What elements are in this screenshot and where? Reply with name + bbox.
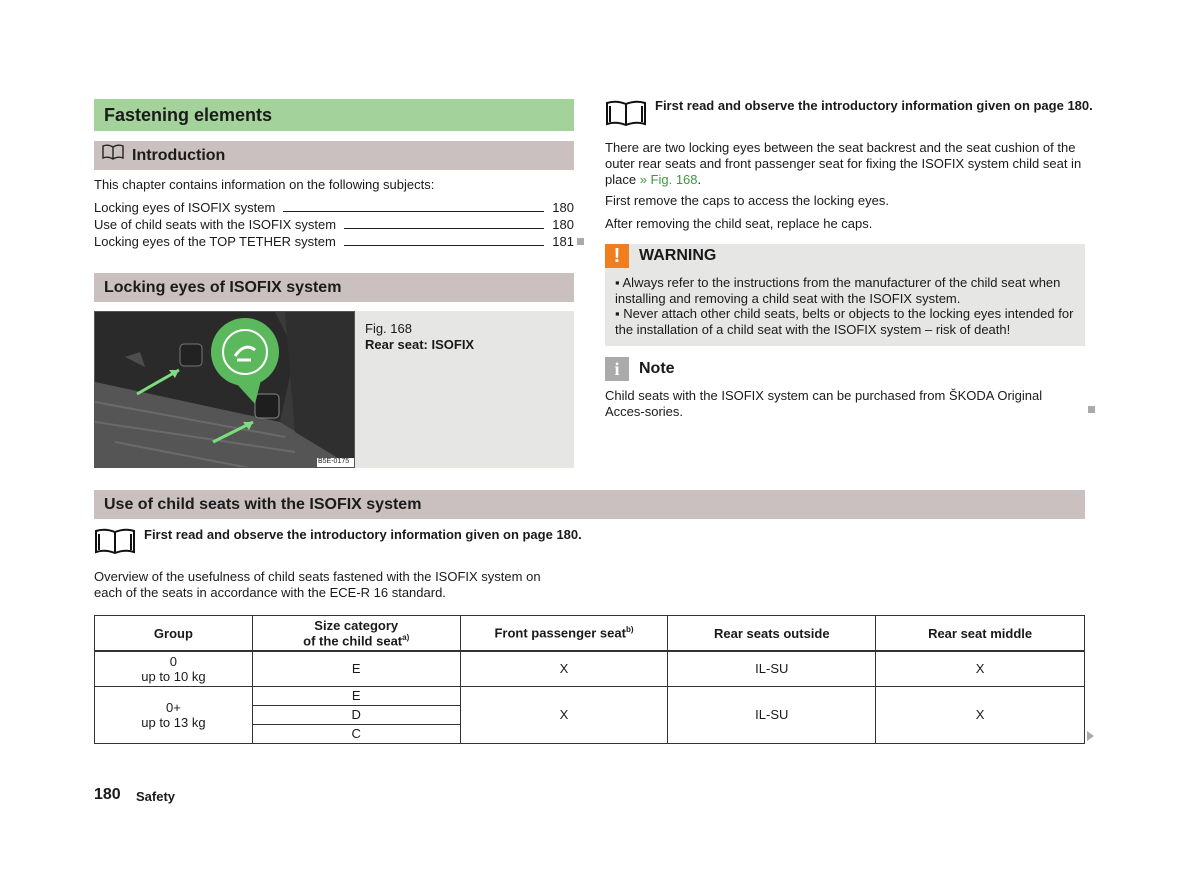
intro-header	[94, 141, 574, 170]
locking-eyes-paragraph	[605, 140, 1085, 188]
end-marker	[1088, 406, 1095, 413]
cell-size: C	[252, 724, 460, 743]
figure-caption-text: Rear seat: ISOFIX	[365, 337, 475, 352]
toc-leader	[344, 234, 544, 246]
warning-title: WARNING	[639, 247, 717, 264]
header-front-label: Front passenger seat	[494, 625, 626, 641]
footnote-b: b)	[625, 625, 634, 635]
read-first-note: First read and observe the introductory information given on page 180.	[655, 98, 1093, 113]
section-title-text: Fastening elements	[104, 105, 273, 125]
header-front-passenger	[460, 616, 668, 652]
toc-item[interactable]	[94, 217, 574, 233]
toc-label: Locking eyes of the TOP TETHER system	[94, 234, 336, 249]
group-weight: up to 13 kg	[141, 714, 206, 730]
footnote-a: a)	[402, 632, 410, 642]
header-size-line1: Size category	[314, 617, 399, 633]
cell-size: D	[252, 705, 460, 724]
toc-item[interactable]	[94, 200, 574, 216]
figure-link[interactable]: » Fig. 168	[639, 172, 698, 187]
header-size-line2: of the child seat	[303, 633, 403, 649]
caps-paragraph: First remove the caps to access the locking eyes.	[605, 193, 889, 208]
warning-item: ▪ Never attach other child seats, belts or objects to the locking eyes intended for the installation of a child seat with the ISOFIX system – risk of death!	[615, 306, 1074, 337]
cell-front: X	[460, 686, 668, 743]
group-value: 0	[169, 653, 178, 669]
replace-caps-paragraph: After removing the child seat, replace he caps.	[605, 216, 873, 231]
exclamation-icon: !	[605, 244, 629, 268]
cell-outside: IL-SU	[668, 686, 876, 743]
note-text: Child seats with the ISOFIX system can be purchased from ŠKODA Original Acces-sories.	[605, 388, 1043, 419]
toc-label: Locking eyes of ISOFIX system	[94, 200, 276, 215]
header-rear-middle: Rear seat middle	[876, 616, 1085, 652]
overview-text: Overview of the usefulness of child seats fastened with the ISOFIX system on each of the seats in accordance with the ECE-R 16 standard.	[94, 569, 541, 600]
cell-front: X	[460, 651, 668, 686]
chapter-name: Safety	[136, 789, 176, 804]
cell-group	[95, 651, 253, 686]
group-weight: up to 10 kg	[141, 668, 206, 684]
cell-group	[95, 686, 253, 743]
header-rear-outside: Rear seats outside	[668, 616, 876, 652]
locking-eyes-title: Locking eyes of ISOFIX system	[104, 279, 342, 296]
table-header-row	[95, 616, 1085, 652]
use-child-seats-header	[94, 490, 1085, 519]
header-group: Group	[95, 616, 253, 652]
open-book-icon	[94, 528, 136, 555]
intro-title: Introduction	[132, 147, 226, 164]
toc-page: 181	[552, 234, 574, 249]
figure-caption-number: Fig. 168	[365, 321, 412, 336]
cell-outside: IL-SU	[668, 651, 876, 686]
section-title-fastening	[94, 99, 574, 131]
table-row	[95, 686, 1085, 705]
toc-leader	[283, 200, 544, 212]
figure-code: B5E-0175	[318, 458, 350, 465]
info-icon: i	[605, 357, 629, 381]
toc-item[interactable]	[94, 234, 574, 250]
note-title: Note	[639, 360, 675, 377]
toc-label: Use of child seats with the ISOFIX system	[94, 217, 337, 232]
cell-size: E	[252, 651, 460, 686]
cell-size: E	[252, 686, 460, 705]
warning-item-text: Always refer to the instructions from the manufacturer of the child seat when installing and removing a child seat with the ISOFIX system.	[615, 275, 1061, 306]
warning-item-text: Never attach other child seats, belts or objects to the locking eyes intended for the installation of a child seat with the ISOFIX system – risk of death!	[615, 306, 1074, 337]
warning-item: ▪ Always refer to the instructions from the manufacturer of the child seat when installing and removing a child seat with the ISOFIX system.	[615, 275, 1061, 306]
header-size-category	[252, 616, 460, 652]
locking-eyes-header	[94, 273, 574, 302]
read-first-note: First read and observe the introductory information given on page 180.	[144, 527, 582, 542]
toc-page: 180	[552, 200, 574, 215]
end-marker	[577, 238, 584, 245]
paragraph-end: .	[697, 172, 702, 187]
open-book-icon	[605, 100, 647, 127]
toc-leader	[344, 217, 544, 229]
use-child-seats-title: Use of child seats with the ISOFIX system	[104, 496, 422, 513]
figure-isofix-image	[94, 311, 355, 468]
paragraph-text: There are two locking eyes between the seat backrest and the seat cushion of the outer rear seats and front passenger seat for fixing the ISOFIX system child seat in place	[605, 140, 1082, 187]
cell-middle: X	[876, 651, 1085, 686]
table-row	[95, 651, 1085, 686]
cell-middle: X	[876, 686, 1085, 743]
warning-box	[605, 244, 1085, 346]
toc-page: 180	[552, 217, 574, 232]
isofix-table	[94, 615, 1085, 744]
page-number: 180	[94, 786, 121, 803]
group-value: 0+	[166, 699, 181, 715]
open-book-icon	[102, 141, 124, 170]
intro-text: This chapter contains information on the following subjects:	[94, 177, 435, 192]
figure-caption-box	[355, 311, 574, 468]
continue-arrow-icon	[1087, 731, 1094, 741]
